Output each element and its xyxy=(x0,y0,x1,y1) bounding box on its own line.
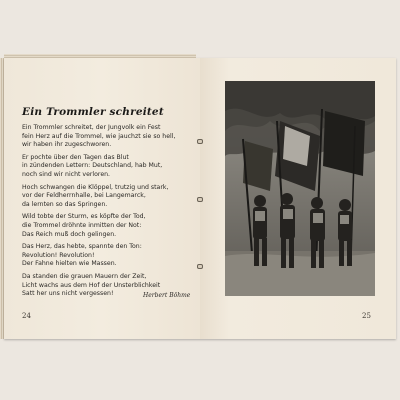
binding-stitch xyxy=(197,197,203,202)
poem-line: die Trommel dröhnte inmitten der Not: xyxy=(22,221,142,229)
poem-line: Satt her uns nicht vergessen! xyxy=(22,290,114,298)
poem-line: Das Herz, das hebte, spannte den Ton: xyxy=(22,243,142,251)
poem-line: Ein Trommler schreitet, der Jungvolk ein Fest xyxy=(22,124,161,131)
poem-line: Revolution! Revolution! xyxy=(22,251,95,259)
page-number-right: 25 xyxy=(362,312,371,320)
poem-line: fein Herz auf die Trommel, wie jauchzt sie so hell, xyxy=(22,132,176,140)
poem-line: Da standen die grauen Mauern der Zeit, xyxy=(22,272,147,280)
poem-body xyxy=(22,124,182,303)
poem-title: Ein Trommler schreitet xyxy=(22,106,164,118)
page-number-left: 24 xyxy=(22,312,31,320)
poem-line: noch sind wir nicht verloren. xyxy=(22,170,111,178)
poem-line: Er pochte über den Tagen das Blut xyxy=(22,153,129,161)
binding-stitch xyxy=(197,264,203,269)
poem-line: da lernten so das Springen. xyxy=(22,200,108,208)
poem-line: wir haben ihr zugeschworen. xyxy=(22,141,112,149)
poem-line: Das Reich muß doch gelingen. xyxy=(22,230,117,238)
photo-marching-youth-flags xyxy=(225,81,375,296)
poem-stanza xyxy=(22,124,182,150)
poem-stanza xyxy=(22,213,182,239)
poem-line: Licht wachs aus dem Hof der Unsterblichkeit xyxy=(22,281,161,289)
binding-stitch xyxy=(197,139,203,144)
photo-image xyxy=(225,81,375,296)
poem-line: vor der Feldherrnhalle, bei Langemarck, xyxy=(22,192,146,200)
poem-line: in zündenden Lettern: Deutschland, hab Mut, xyxy=(22,162,163,170)
poem-line: Wild tobte der Sturm, es köpfte der Tod, xyxy=(22,213,146,221)
poem-stanza xyxy=(22,184,182,210)
poem-line: Der Fahne hielten wie Massen. xyxy=(22,260,117,268)
poem-stanza xyxy=(22,243,182,269)
poem-author: Herbert Böhme xyxy=(143,292,191,299)
poem-stanza xyxy=(22,154,182,180)
poem-line: Hoch schwangen die Klöppel, trutzig und stark, xyxy=(22,183,169,191)
